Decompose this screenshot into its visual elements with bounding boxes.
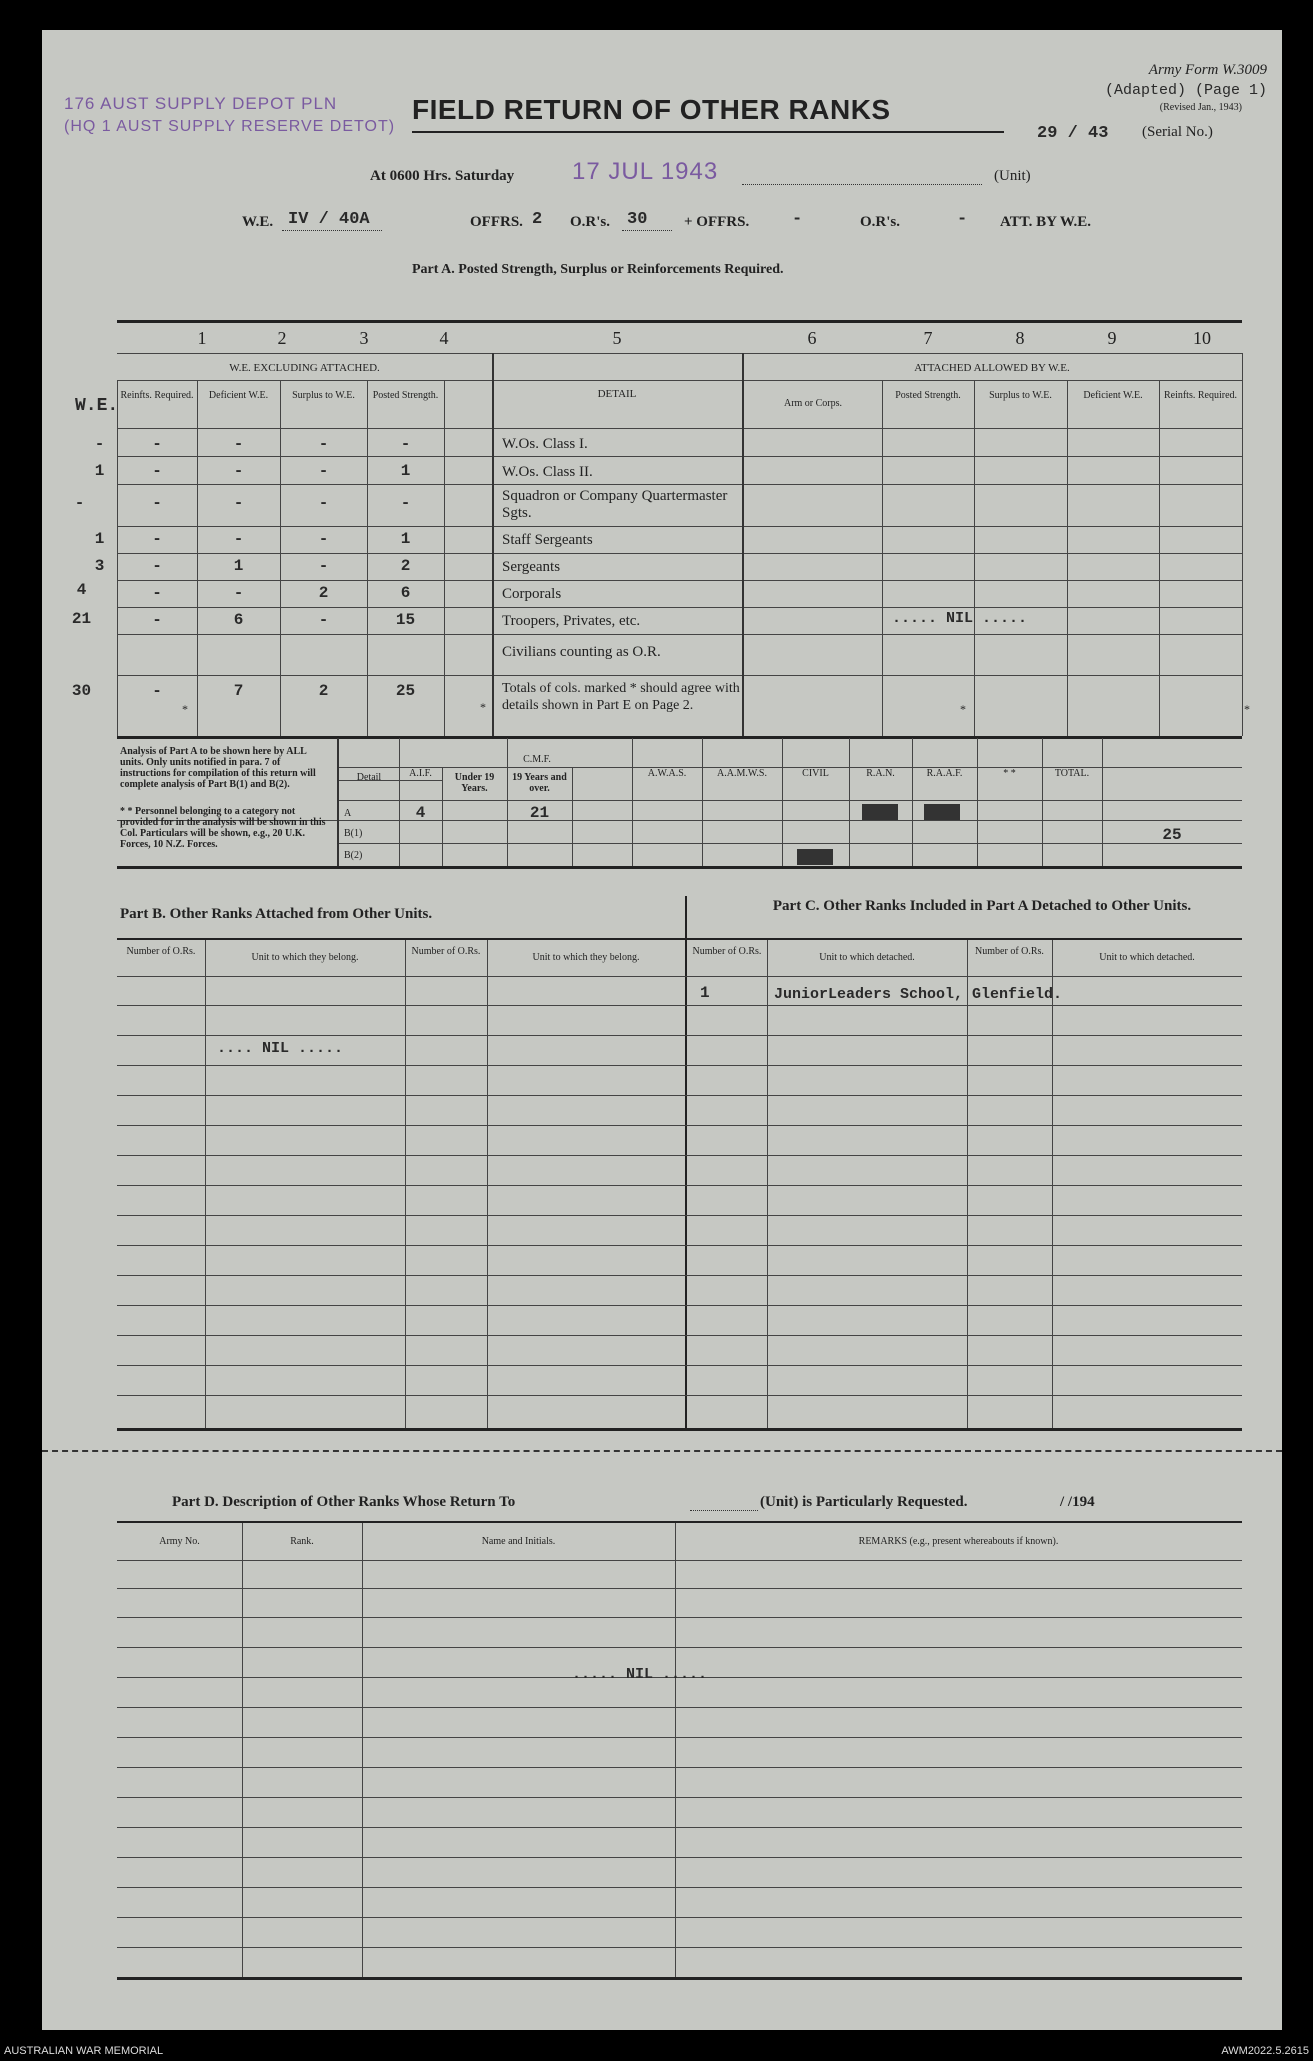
plus-offrs-label: + OFFRS.	[684, 214, 750, 230]
row-deficient-value: -	[233, 584, 244, 602]
row-surplus-value: -	[318, 557, 329, 575]
col-number-10: 10	[1193, 328, 1211, 348]
revised-label: (Revised Jan., 1943)	[1159, 102, 1242, 113]
row-posted-value: -	[400, 435, 411, 453]
row-posted-value: 1	[400, 530, 411, 548]
total-surplus-value: 2	[318, 682, 329, 700]
awas-header: A.W.A.S.	[647, 768, 687, 779]
star-marker: *	[960, 702, 966, 716]
army-form-label: Army Form W.3009	[1148, 62, 1267, 78]
col-number-4: 4	[439, 328, 449, 348]
analysis-a-total: 25	[1162, 826, 1182, 844]
row-posted-value: -	[400, 494, 411, 512]
col-number-5: 5	[612, 328, 622, 348]
cmf-over-19-header: 19 Years and over.	[512, 772, 567, 794]
part-c-number-header: Number of O.Rs.	[975, 946, 1044, 957]
part-c-entry-number: 1	[700, 984, 710, 1002]
cmf-under-19-header: Under 19 Years.	[454, 772, 495, 794]
we-side-label: W.E.	[75, 396, 119, 416]
analysis-detail-header: Detail	[356, 772, 382, 783]
part-b-unit-header: Unit to which they belong.	[251, 952, 359, 963]
row-we-value: 3	[94, 557, 105, 575]
part-d-heading-date: / /194	[1060, 1494, 1095, 1510]
row-reinfts-value: -	[152, 435, 162, 453]
name-initials-header: Name and Initials.	[481, 1536, 556, 1547]
total-posted-value: 25	[395, 682, 416, 700]
row-deficient-value: -	[233, 462, 244, 480]
part-d-heading-unit: (Unit) is Particularly Requested.	[760, 1494, 968, 1510]
row-reinfts-value: -	[152, 584, 162, 602]
row-reinfts-value: -	[152, 557, 162, 575]
row-detail: Troopers, Privates, etc.	[502, 613, 641, 629]
cmf-header: C.M.F.	[523, 754, 551, 765]
arm-corps-header: Arm or Corps.	[783, 398, 843, 409]
col-number-8: 8	[1015, 328, 1025, 348]
row-detail: Civilians counting as O.R.	[502, 644, 661, 660]
analysis-note: Analysis of Part A to be shown here by ALL units. Only units notified in para. 7 of instructions for compilation of this return will complete analysis of Part B(1) and B(2).	[120, 746, 316, 790]
part-b-number-header: Number of O.Rs.	[126, 946, 196, 957]
we-label: W.E.	[242, 214, 274, 230]
row-we-value: 21	[71, 610, 92, 628]
plus-ors-label: O.R's.	[860, 214, 901, 230]
at-hours-label: At 0600 Hrs. Saturday	[370, 168, 515, 184]
part-d-nil: ..... NIL .....	[572, 1666, 708, 1683]
plus-ors-value: -	[957, 210, 968, 229]
ors-label: O.R's.	[570, 214, 611, 230]
row-we-value: 1	[94, 462, 105, 480]
perforation-line	[42, 1450, 1282, 1452]
row-reinfts-value: -	[152, 530, 162, 548]
row-detail: Corporals	[502, 586, 562, 602]
part-b-nil: .... NIL .....	[217, 1040, 344, 1057]
total-header: TOTAL.	[1054, 768, 1090, 779]
offrs-value: 2	[532, 210, 543, 229]
row-deficient-value: -	[233, 494, 244, 512]
row-we-value: 1	[94, 530, 105, 548]
col-number-1: 1	[197, 328, 207, 348]
row-we-value: -	[94, 435, 105, 453]
row-surplus-value: -	[318, 494, 329, 512]
reinfts-header: Reinfts. Required.	[120, 390, 194, 401]
totals-detail: Totals of cols. marked * should agree with details shown in Part E on Page 2.	[502, 681, 740, 713]
att-surplus-header: Surplus to W.E.	[989, 390, 1052, 401]
civil-header: CIVIL	[802, 768, 829, 779]
army-no-header: Army No.	[159, 1536, 200, 1547]
form-title: FIELD RETURN OF OTHER RANKS	[412, 94, 891, 125]
we-excluding-attached-header: W.E. EXCLUDING ATTACHED.	[229, 362, 380, 374]
raaf-header: R.A.A.F.	[926, 768, 963, 779]
analysis-row-b2: B(2)	[344, 850, 363, 861]
row-we-value: 4	[76, 581, 87, 599]
serial-number: 29 / 43	[1037, 124, 1109, 143]
row-posted-value: 6	[400, 584, 411, 602]
row-detail: W.Os. Class II.	[502, 464, 593, 480]
att-reinfts-header: Reinfts. Required.	[1163, 390, 1238, 401]
analysis-row-b1: B(1)	[344, 828, 363, 839]
redaction-block	[924, 804, 960, 820]
ran-header: R.A.N.	[866, 768, 895, 779]
att-posted-header: Posted Strength.	[895, 390, 961, 401]
attached-allowed-header: ATTACHED ALLOWED BY W.E.	[914, 362, 1070, 374]
row-posted-value: 1	[400, 462, 411, 480]
analysis-footnote: * * Personnel belonging to a category not provided for in the analysis will be shown in this Col. Particulars will be shown, e.g., 20 U.K. Forces, 10 N.Z. Forces.	[120, 806, 326, 850]
aamws-header: A.A.M.W.S.	[717, 768, 767, 779]
part-a-heading: Part A. Posted Strength, Surplus or Reinforcements Required.	[412, 262, 784, 277]
redaction-block	[797, 849, 833, 865]
total-deficient-value: 7	[233, 682, 244, 700]
part-b-unit-header: Unit to which they belong.	[532, 952, 640, 963]
star-marker: *	[182, 702, 188, 716]
surplus-header: Surplus to W.E.	[292, 390, 355, 401]
rank-header: Rank.	[290, 1536, 314, 1547]
col-number-2: 2	[277, 328, 287, 348]
archive-reference: AWM2022.5.2615	[1221, 2045, 1309, 2057]
row-detail: Squadron or Company Quartermaster Sgts.	[502, 488, 728, 521]
total-reinfts-value: -	[152, 682, 162, 700]
serial-label: (Serial No.)	[1142, 124, 1213, 140]
part-c-unit-header: Unit to which detached.	[1099, 952, 1195, 963]
unit-stamp-line1: 176 AUST SUPPLY DEPOT PLN	[64, 94, 338, 113]
row-deficient-value: -	[233, 435, 244, 453]
form-page	[42, 30, 1282, 2030]
aif-header: A.I.F.	[409, 768, 432, 779]
row-we-value: -	[74, 494, 85, 512]
adapted-label: (Adapted) (Page 1)	[1104, 82, 1267, 99]
row-reinfts-value: -	[152, 611, 162, 629]
row-surplus-value: -	[318, 530, 329, 548]
att-by-we-label: ATT. BY W.E.	[1000, 214, 1092, 230]
row-surplus-value: -	[318, 435, 329, 453]
remarks-header: REMARKS (e.g., present whereabouts if known).	[858, 1536, 1059, 1547]
unit-stamp-line2: (HQ 1 AUST SUPPLY RESERVE DETOT)	[64, 118, 396, 135]
deficient-header: Deficient W.E.	[208, 390, 269, 401]
row-surplus-value: 2	[318, 584, 329, 602]
row-deficient-value: 1	[233, 557, 244, 575]
date-stamp: 17 JUL 1943	[572, 158, 719, 185]
analysis-row-a: A	[344, 808, 352, 819]
part-c-number-header: Number of O.Rs.	[692, 946, 762, 957]
att-deficient-header: Deficient W.E.	[1083, 390, 1143, 401]
analysis-a-cmf-over19: 21	[529, 804, 550, 822]
posted-header: Posted Strength.	[372, 390, 439, 401]
redaction-block	[862, 804, 898, 820]
star-marker: *	[1244, 702, 1250, 716]
row-surplus-value: -	[318, 611, 329, 629]
col-number-9: 9	[1107, 328, 1117, 348]
part-c-entry-unit: JuniorLeaders School, Glenfield.	[774, 986, 1063, 1003]
part-b-heading: Part B. Other Ranks Attached from Other Units.	[120, 906, 433, 922]
unit-label: (Unit)	[994, 168, 1031, 184]
row-deficient-value: 6	[233, 611, 244, 629]
row-detail: Sergeants	[502, 559, 561, 575]
part-b-number-header: Number of O.Rs.	[411, 946, 481, 957]
offrs-label: OFFRS.	[470, 214, 523, 230]
col-number-3: 3	[359, 328, 369, 348]
detail-header: DETAIL	[597, 388, 637, 400]
part-c-unit-header: Unit to which detached.	[819, 952, 915, 963]
archive-credit: AUSTRALIAN WAR MEMORIAL	[4, 2045, 164, 2057]
analysis-a-aif: 4	[415, 804, 426, 822]
other-forces-header: * *	[1003, 768, 1016, 779]
col-number-7: 7	[923, 328, 933, 348]
star-marker: *	[480, 700, 486, 714]
row-posted-value: 2	[400, 557, 411, 575]
col-number-6: 6	[807, 328, 817, 348]
attached-nil: ..... NIL .....	[892, 610, 1028, 627]
part-c-heading: Part C. Other Ranks Included in Part A Detached to Other Units.	[772, 898, 1192, 914]
we-value: IV / 40A	[288, 210, 370, 229]
total-we-value: 30	[71, 682, 92, 700]
row-reinfts-value: -	[152, 494, 162, 512]
row-posted-value: 15	[395, 611, 416, 629]
ors-value: 30	[627, 210, 648, 229]
plus-offrs-value: -	[792, 210, 803, 229]
part-d-heading: Part D. Description of Other Ranks Whose Return To	[172, 1494, 516, 1510]
row-deficient-value: -	[233, 530, 244, 548]
row-reinfts-value: -	[152, 462, 162, 480]
row-detail: Staff Sergeants	[502, 532, 593, 548]
row-surplus-value: -	[318, 462, 329, 480]
row-detail: W.Os. Class I.	[502, 436, 588, 452]
